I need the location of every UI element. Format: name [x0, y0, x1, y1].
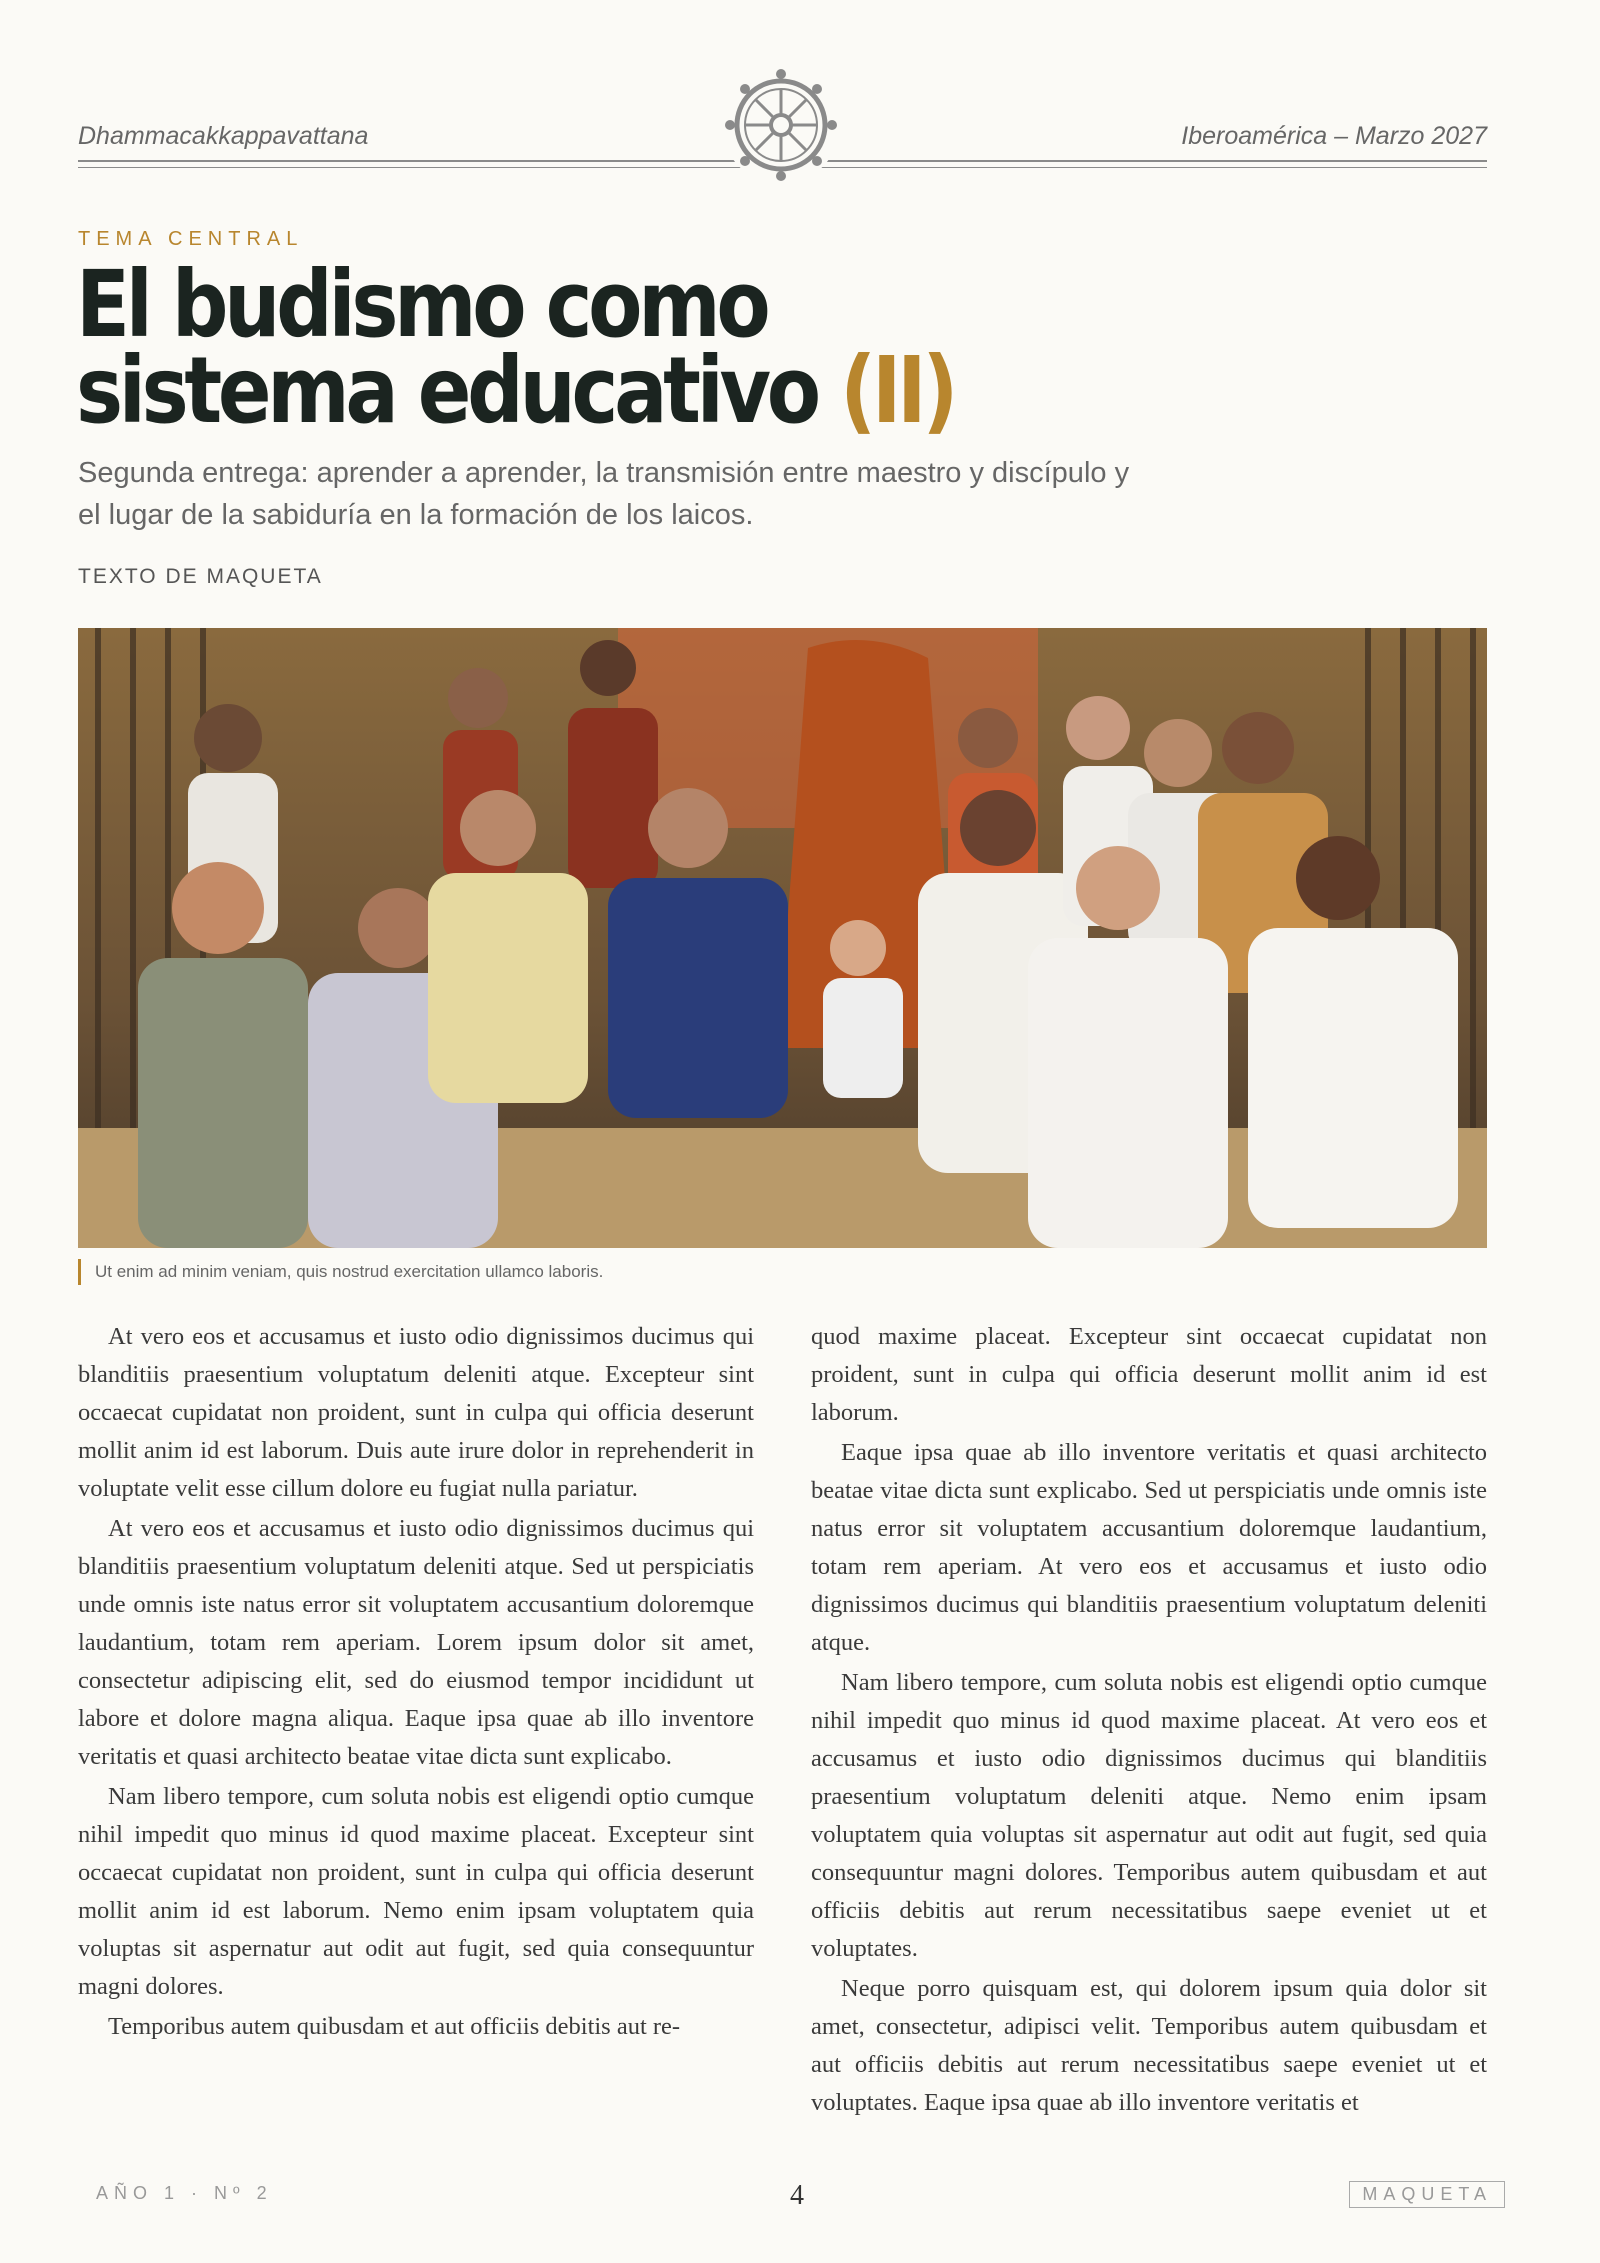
title-part-number: (II)	[840, 337, 955, 444]
page-number: 4	[790, 2180, 804, 2211]
dharma-wheel-icon	[722, 66, 840, 184]
text-column-left	[78, 1318, 754, 2118]
paragraph: Nam libero tempore, cum soluta nobis est eligendi optio cumque nihil impedit quo minus id quod maxime placeat. Excepteur sint occaecat cupidatat non proident, sunt in culpa qui officia deserunt mollit anim id est laborum. Nemo enim ipsam voluptatem quia voluptas sit aspernatur aut odit aut fugit, sed quia consequuntur magni dolores.	[78, 1783, 754, 2000]
publication-name: Dhammacakkappavattana	[78, 122, 369, 150]
paragraph: quod maxime placeat. Excepteur sint occaecat cupidatat non proident, sunt in culpa qui officia deserunt mollit anim id est laborum.	[811, 1323, 1487, 1426]
issue-number: AÑO 1 · Nº 2	[96, 2183, 273, 2203]
edition-date: Iberoamérica – Marzo 2027	[1181, 122, 1487, 150]
paragraph: Temporibus autem quibusdam et aut officiis debitis aut re-	[108, 2013, 681, 2040]
photo-caption: Ut enim ad minim veniam, quis nostrud exercitation ullamco laboris.	[78, 1259, 603, 1285]
group-photo	[78, 628, 1487, 1248]
article-subtitle: Segunda entrega: aprender a aprender, la transmisión entre maestro y discípulo y el lugar de la sabiduría en la formación de los laicos.	[78, 457, 1130, 531]
article-title	[76, 251, 1022, 444]
paragraph: At vero eos et accusamus et iusto odio dignissimos ducimus qui blanditiis praesentium voluptatum deleniti atque. Excepteur sint occaecat cupidatat non proident, sunt in culpa qui officia deserunt mollit anim id est laborum. Duis aute irure dolor in reprehenderit in voluptate velit esse cillum dolore eu fugiat nulla pariatur.	[78, 1323, 754, 1502]
paragraph: Nam libero tempore, cum soluta nobis est eligendi optio cumque nihil impedit quo minus id quod maxime placeat. At vero eos et accusamus et iusto odio dignissimos ducimus qui blanditiis praesentium voluptatum deleniti atque. Nemo enim ipsam voluptatem quia voluptas sit aspernatur aut odit aut fugit, sed quia consequuntur magni dolores. Temporibus autem quibusdam et aut officiis debitis aut rerum necessitatibus saepe eveniet ut et voluptates.	[811, 1669, 1487, 1962]
paragraph: Eaque ipsa quae ab illo inventore veritatis et quasi architecto beatae vitae dicta sunt explicabo. Sed ut perspiciatis unde omnis iste natus error sit voluptatem accusantium doloremque laudantium, totam rem aperiam. At vero eos et accusamus et iusto odio dignissimos ducimus qui blanditiis praesentium voluptatum deleniti atque.	[811, 1439, 1487, 1656]
draft-tag: MAQUETA	[1349, 2181, 1505, 2208]
paragraph: At vero eos et accusamus et iusto odio dignissimos ducimus qui blanditiis praesentium voluptatum deleniti atque. Sed ut perspiciatis unde omnis iste natus error sit voluptatem accusantium doloremque laudantium, totam rem aperiam. Lorem ipsum dolor sit amet, consectetur adipiscing elit, sed do eiusmod tempor incididunt ut labore et dolore magna aliqua. Eaque ipsa quae ab illo inventore veritatis et quasi architecto beatae vitae dicta sunt explicabo.	[78, 1515, 754, 1770]
text-column-right	[811, 1318, 1487, 2118]
title-line-1: El budismo como	[76, 251, 767, 358]
title-line-2: sistema educativo	[76, 337, 817, 444]
byline: TEXTO DE MAQUETA	[78, 565, 323, 588]
paragraph: Neque porro quisquam est, qui dolorem ipsum quia dolor sit amet, consectetur, adipisci velit. Temporibus autem quibusdam et aut officiis debitis aut rerum necessitatibus saepe eveniet ut et voluptates. Eaque ipsa quae ab illo inventore veritatis et	[811, 1975, 1487, 2116]
section-kicker: TEMA CENTRAL	[78, 228, 304, 250]
